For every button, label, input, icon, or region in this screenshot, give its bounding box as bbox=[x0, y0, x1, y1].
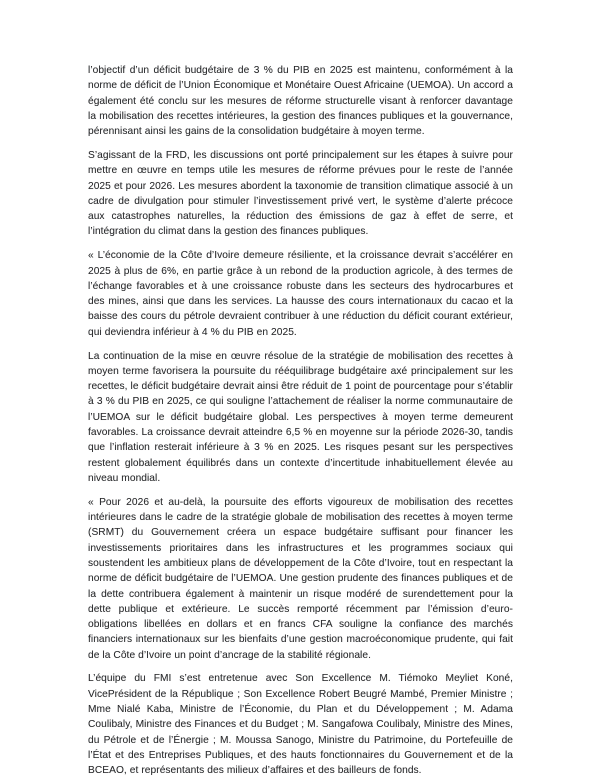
document-text-column bbox=[88, 63, 513, 779]
paragraph: « Pour 2026 et au-delà, la poursuite des efforts vigoureux de mobilisation des recettes intérieures dans le cadre de la stratégie globale de mobilisation des recettes à moyen terme (SRMT) du Gouvernement créera un espace budgétaire suffisant pour financer les investissements prioritaires dans les infrastructures et les programmes sociaux qui soustendent les ambitieux plans de développement de la Côte d’Ivoire, tout en respectant la norme de déficit budgétaire de l’UEMOA. Une gestion prudente des finances publiques et de la dette contribuera également à maintenir un risque modéré de surendettement pour la dette publique et extérieure. Le succès remporté récemment par l’émission d’euro-obligations libellées en dollars et en francs CFA souligne la confiance des marchés financiers internationaux sur les bienfaits d’une gestion macroéconomique prudente, qui fait de la Côte d’Ivoire un point d’ancrage de la stabilité régionale. bbox=[88, 496, 513, 661]
paragraph: La continuation de la mise en œuvre résolue de la stratégie de mobilisation des recettes à moyen terme favorisera la poursuite du rééquilibrage budgétaire axé principalement sur les recettes, le déficit budgétaire devrait ainsi être réduit de 1 point de pourcentage pour s’établir à 3 % du PIB en 2025, ce qui souligne l’attachement de réaliser la norme communautaire de l’UEMOA sur le déficit budgétaire global. Les perspectives à moyen terme demeurent favorables. La croissance devrait atteindre 6,5 % en moyenne sur la période 2026-30, tandis que l’inflation resterait inférieure à 3 % en 2025. Les risques pesant sur les perspectives restent globalement équilibrés dans un contexte d’incertitude inhabituellement élevée au niveau mondial. bbox=[88, 350, 513, 484]
paragraph: l’objectif d’un déficit budgétaire de 3 % du PIB en 2025 est maintenu, conformément à la norme de déficit de l’Union Économique et Monétaire Ouest Africaine (UEMOA). Un accord a également été conclu sur les mesures de réforme structurelle visant à renforcer davantage la mobilisation des recettes intérieures, la gestion des finances publiques et la gouvernance, pérennisant ainsi les gains de la consolidation budgétaire à moyen terme. bbox=[88, 65, 513, 138]
paragraph: « L’économie de la Côte d’Ivoire demeure résiliente, et la croissance devrait s’accélérer en 2025 à plus de 6%, en partie grâce à un rebond de la production agricole, à des termes de l’échange favorables et à une croissance robuste dans les secteurs des hydrocarbures et des mines, ainsi que dans les services. La hausse des cours internationaux du cacao et la baisse des cours du pétrole devraient contribuer à une réduction du déficit courant extérieur, qui deviendra inférieur à 4 % du PIB en 2025. bbox=[88, 250, 513, 338]
paragraph: L’équipe du FMI s’est entretenue avec Son Excellence M. Tiémoko Meyliet Koné, VicePrésident de la République ; Son Excellence Robert Beugré Mambé, Premier Ministre ; Mme Nialé Kaba, Ministre de l’Économie, du Plan et du Développement ; M. Adama Coulibaly, Ministre des Finances et du Budget ; M. Sangafowa Coulibaly, Ministre des Mines, du Pétrole et de l’Énergie ; M. Moussa Sanogo, Ministre du Patrimoine, du Portefeuille de l’État et des Entreprises Publiques, et des hauts fonctionnaires du Gouvernement et de la BCEAO, et représentants des milieux d’affaires et des bailleurs de fonds. bbox=[88, 673, 513, 777]
paragraph: S’agissant de la FRD, les discussions ont porté principalement sur les étapes à suivre pour mettre en œuvre en temps utile les mesures de réforme prévues pour le reste de l’année 2025 et pour 2026. Les mesures abordent la taxonomie de transition climatique associé à un cadre de divulgation pour stimuler l’investissement privé vert, le système d’alerte précoce aux catastrophes naturelles, la réduction des émissions de gaz à effet de serre, et l’intégration du climat dans la gestion des finances publiques. bbox=[88, 149, 513, 238]
